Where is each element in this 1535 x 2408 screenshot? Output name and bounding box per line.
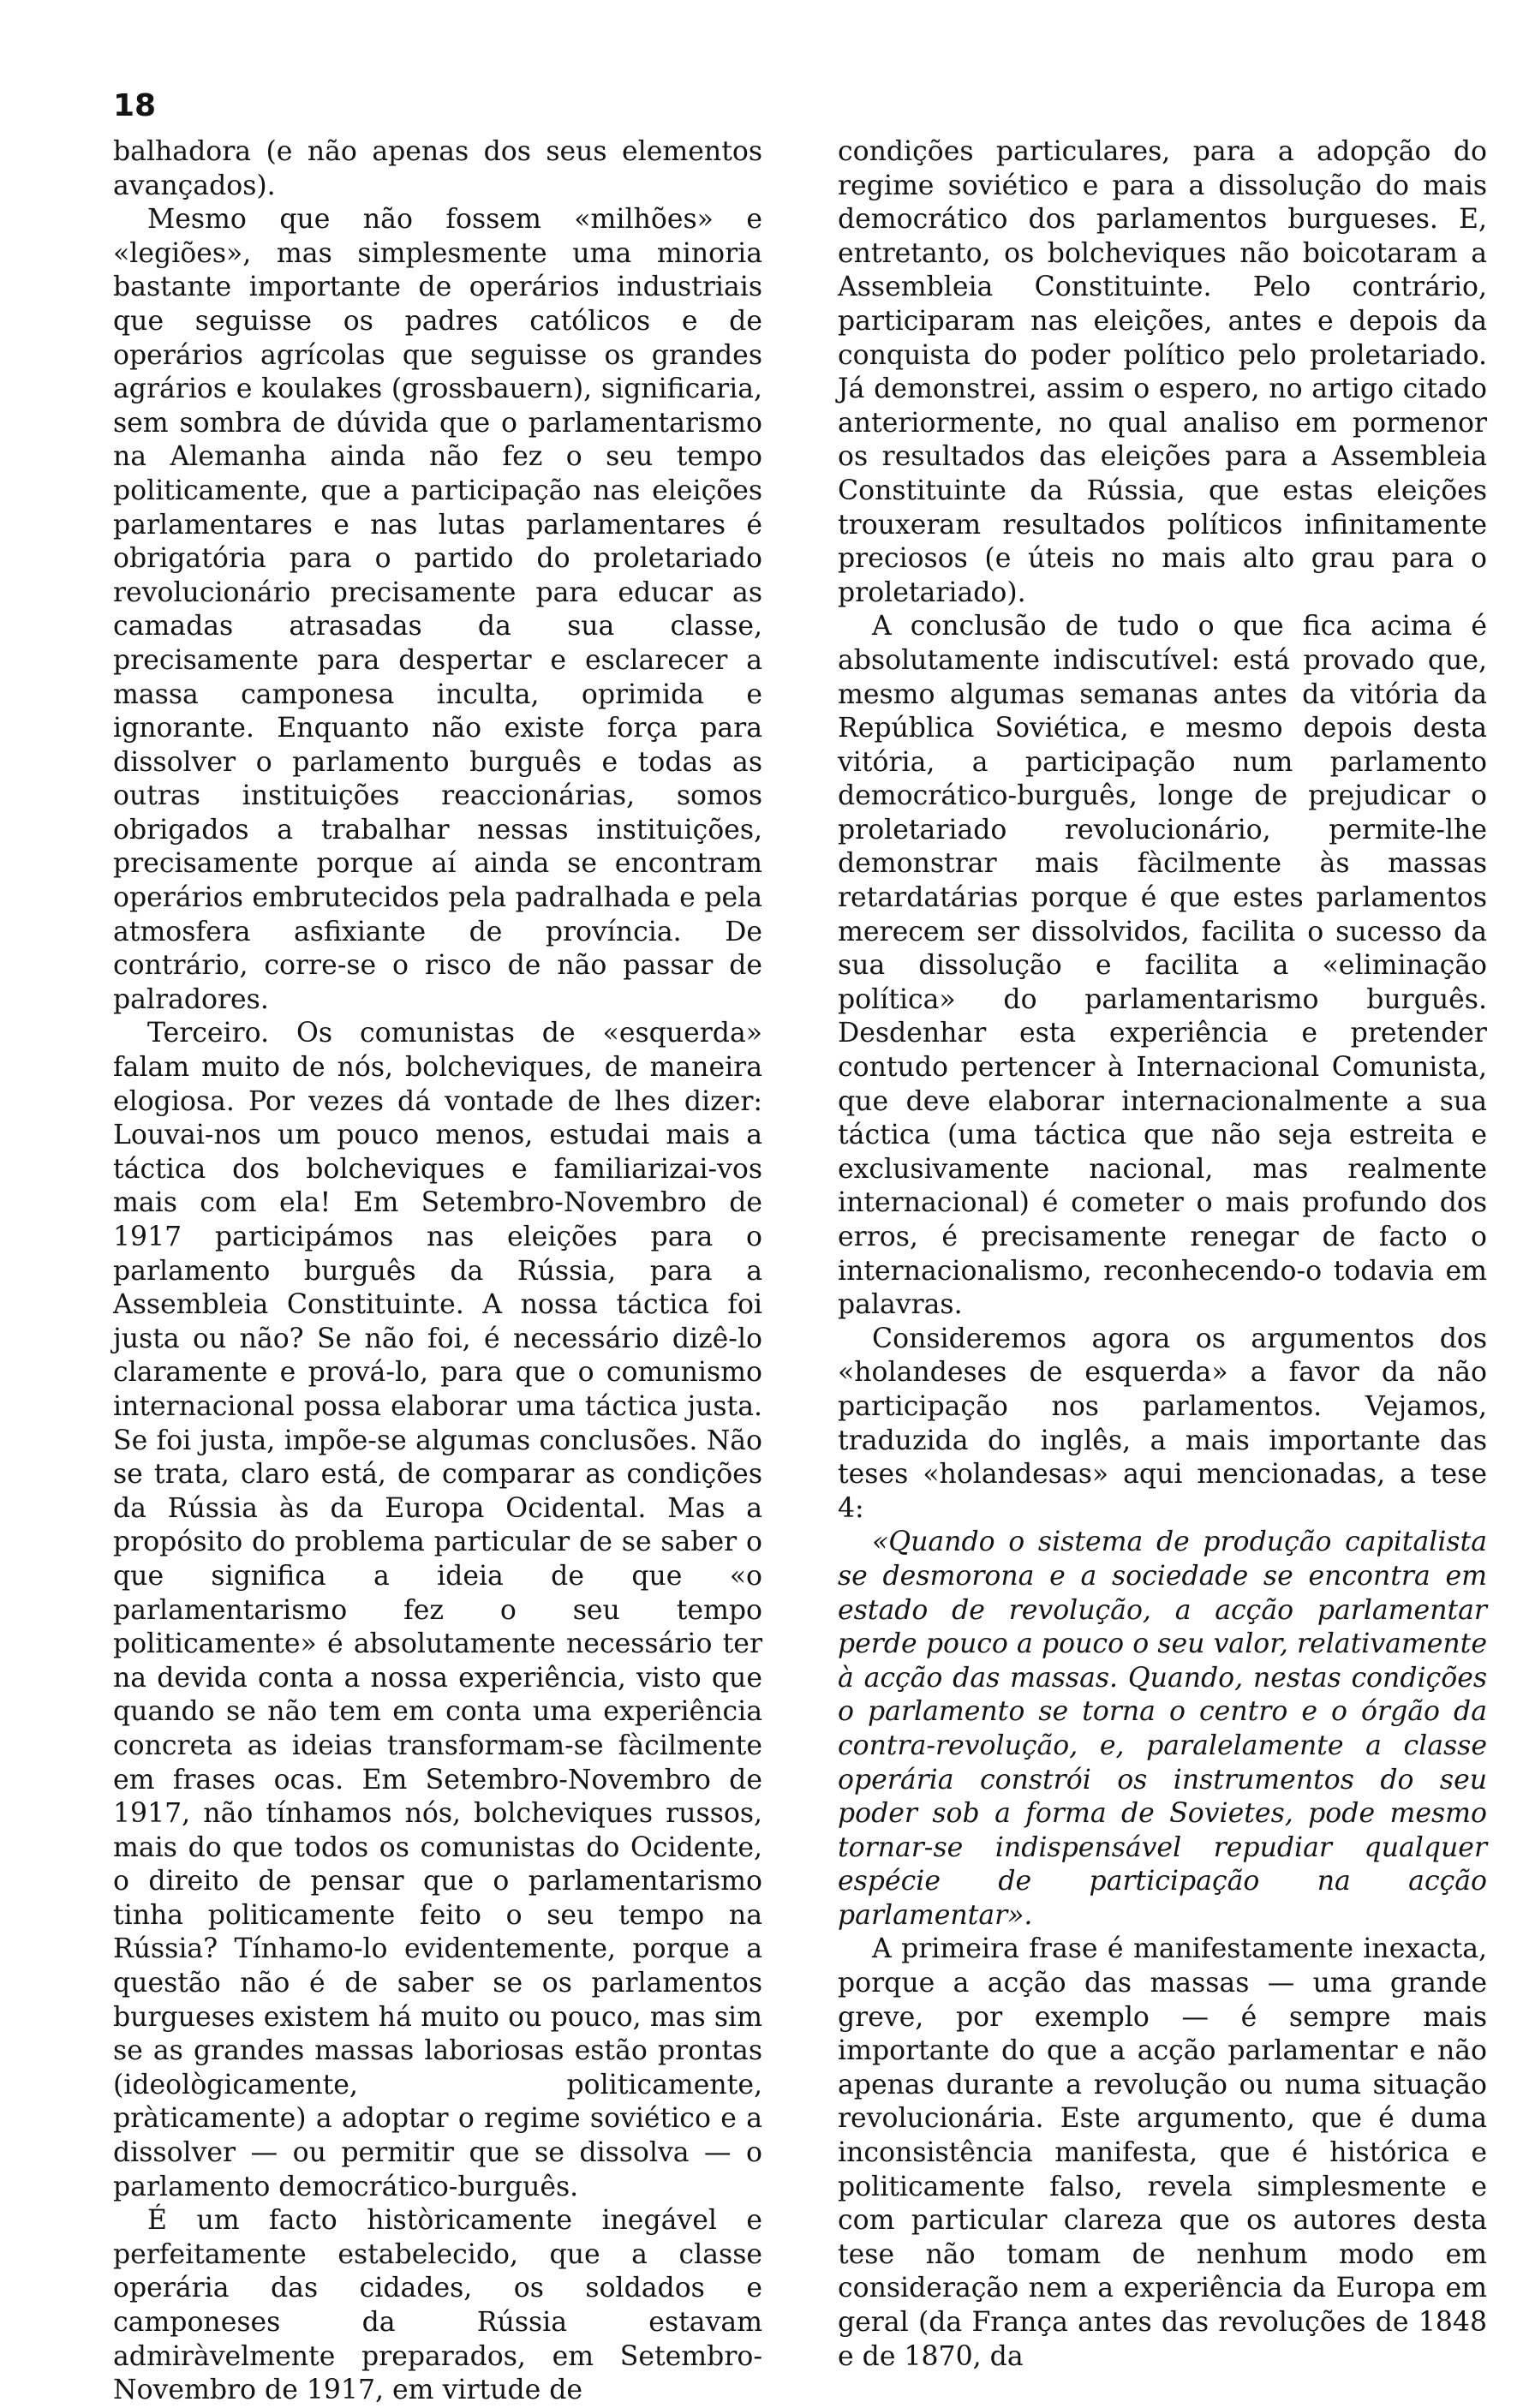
right-column [838,135,1487,2374]
paragraph: A primeira frase é manifestamente inexacta, porque a acção das massas — uma grande greve, por exemplo — é sempre mais importante do que a acção parlamentar e não apenas durante a revolução ou numa situação revolucionária. Este argumento, que é duma inconsistência manifesta, que é histórica e politicamente falso, revela simplesmente e com particular clareza que os autores desta tese não tomam de nenhum modo em consideração nem a experiência da Europa em geral (da França antes das revoluções de 1848 e de 1870, da [838,1933,1487,2372]
paragraph: Terceiro. Os comunistas de «esquerda» falam muito de nós, bolcheviques, de maneira elogiosa. Por vezes dá vontade de lhes dizer: Louvai-nos um pouco menos, estudai mais a táctica dos bolcheviques e familiarizai-vos mais com ela! Em Setembro-Novembro de 1917 participámos nas eleições para o parlamento burguês da Rússia, para a Assembleia Constituinte. A nossa táctica foi justa ou não? Se não foi, é necessário dizê-lo claramente e prová-lo, para que o comunismo internacional possa elaborar uma táctica justa. Se foi justa, impõe-se algumas conclusões. Não se trata, claro está, de comparar as condições da Rússia às da Europa Ocidental. Mas a propósito do problema particular de se saber o que significa a ideia de que «o parlamentarismo fez o seu tempo politicamente» é absolutamente necessário ter na devida conta a nossa experiência, visto que quando se não tem em conta uma experiência concreta as ideias transformam-se fàcilmente em frases ocas. Em Setembro-Novembro de 1917, não tínhamos nós, bolcheviques russos, mais do que todos os comunistas do Ocidente, o direito de pensar que o parlamentarismo tinha politicamente feito o seu tempo na Rússia? Tínhamo-lo evidentemente, porque a questão não é de saber se os parlamentos burgueses existem há muito ou pouco, mas sim se as grandes massas laboriosas estão prontas (ideològicamente, politicamente, pràticamente) a adoptar o regime soviético e a dissolver — ou permitir que se dissolva — o parlamento democrático-burguês. [113,1018,762,2202]
block-quote: «Quando o sistema de produção capitalista se desmorona e a sociedade se encontra em estado de revolução, a acção parlamentar perde pouco a pouco o seu valor, relativamente à acção das massas. Quando, nestas condições o parlamento se torna o centro e o órgão da contra-revolução, e, paralelamente a classe operária constrói os instrumentos do seu poder sob a forma de Sovietes, pode mesmo tornar-se indispensável repudiar qualquer espécie de participação na acção parlamentar». [838,1527,1487,1931]
paragraph: A conclusão de tudo o que fica acima é absolutamente indiscutível: está provado que, mesmo algumas semanas antes da vitória da República Soviética, e mesmo depois desta vitória, a participação num parlamento democrático-burguês, longe de prejudicar o proletariado revolucionário, permite-lhe demonstrar mais fàcilmente às massas retardatárias porque é que estes parlamentos merecem ser dissolvidos, facilita o sucesso da sua dissolução e facilita a «eliminação política» do parlamentarismo burguês. Desdenhar esta experiência e pretender contudo pertencer à Internacional Comunista, que deve elaborar internacionalmente a sua táctica (uma táctica que não seja estreita e exclusivamente nacional, mas realmente internacional) é cometer o mais profundo dos erros, é precisamente renegar de facto o internacionalismo, reconhecendo-o todavia em palavras. [838,611,1487,1321]
paragraph: Mesmo que não fossem «milhões» e «legiões», mas simplesmente uma minoria bastante importante de operários industriais que seguisse os padres católicos e de operários agrícolas que seguisse os grandes agrários e koulakes (grossbauern), significaria, sem sombra de dúvida que o parlamentarismo na Alemanha ainda não fez o seu tempo politicamente, que a participação nas eleições parlamentares e nas lutas parlamentares é obrigatória para o partido do proletariado revolucionário precisamente para educar as camadas atrasadas da sua classe, precisamente para despertar e esclarecer a massa camponesa inculta, oprimida e ignorante. Enquanto não existe força para dissolver o parlamento burguês e todas as outras instituições reaccionárias, somos obrigados a trabalhar nessas instituições, precisamente porque aí ainda se encontram operários embrutecidos pela padralhada e pela atmosfera asfixiante de província. De contrário, corre-se o risco de não passar de palradores. [113,204,762,1015]
paragraph: É um facto històricamente inegável e perfeitamente estabelecido, que a classe operária das cidades, os soldados e camponeses da Rússia estavam admiràvelmente preparados, em Setembro-Novembro de 1917, em virtude de [113,2205,762,2406]
page-number: 18 [113,88,157,123]
paragraph-continuation: condições particulares, para a adopção do regime soviético e para a dissolução do mais democrático dos parlamentos burgueses. E, entretanto, os bolcheviques não boicotaram a Assembleia Constituinte. Pelo contrário, participaram nas eleições, antes e depois da conquista do poder político pelo proletariado. Já demonstrei, assim o espero, no artigo citado anteriormente, no qual analiso em pormenor os resultados das eleições para a Assembleia Constituinte da Rússia, que estas eleições trouxeram resultados políticos infinitamente preciosos (e úteis no mais alto grau para o proletariado). [838,136,1487,608]
left-column [113,135,762,2408]
paragraph-continuation: balhadora (e não apenas dos seus elementos avançados). [113,136,762,201]
paragraph: Consideremos agora os argumentos dos «holandeses de esquerda» a favor da não participação nos parlamentos. Vejamos, traduzida do inglês, a mais importante das teses «holandesas» aqui mencionadas, a tese 4: [838,1323,1487,1524]
